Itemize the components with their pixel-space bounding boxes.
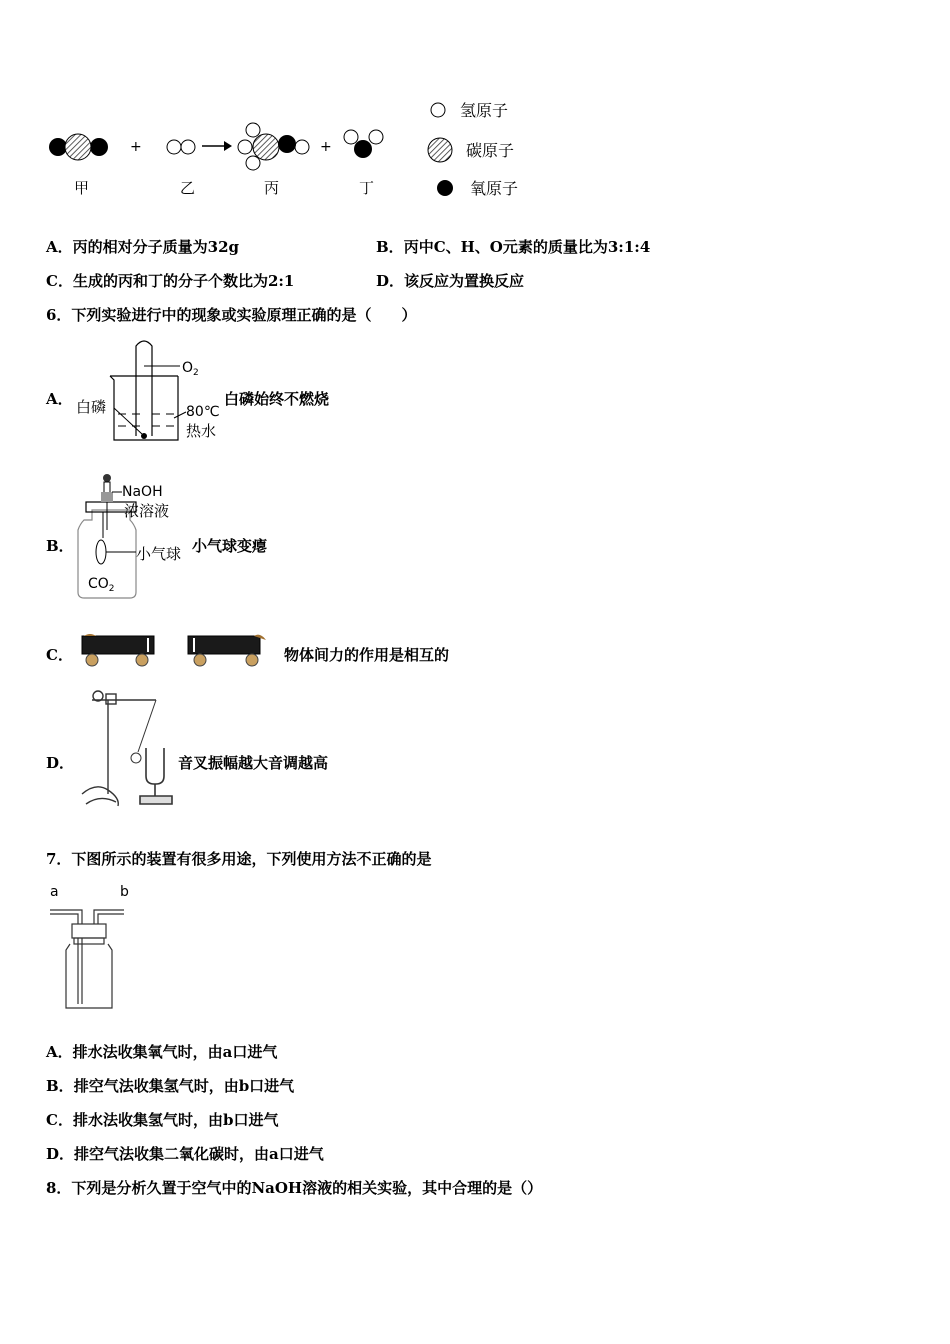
option-letter: A． bbox=[46, 1043, 73, 1061]
q7-gas-bottle-figure bbox=[44, 880, 134, 1016]
hot-water-label: 热水 bbox=[186, 422, 217, 440]
plus-sign-1: + bbox=[130, 139, 142, 155]
q6-option-b-text: 小气球变瘪 bbox=[192, 537, 268, 555]
port-a-label: a bbox=[50, 884, 59, 900]
q7-option-d[interactable] bbox=[46, 1143, 324, 1164]
legend bbox=[428, 101, 518, 198]
q6-stem: 6．下列实验进行中的现象或实验原理正确的是（ ） bbox=[46, 306, 417, 324]
naoh-label: NaOH bbox=[122, 484, 163, 500]
q7-option-c[interactable] bbox=[46, 1109, 278, 1130]
q6-option-c-text: 物体间力的作用是相互的 bbox=[284, 646, 450, 664]
magnet-cart-left-icon bbox=[82, 634, 154, 666]
co2-label: $CO_2$ bbox=[88, 576, 115, 594]
q6-option-a-text: 白磷始终不燃烧 bbox=[224, 390, 330, 408]
option-text: 该反应为置换反应 bbox=[404, 272, 525, 290]
beaker-icon bbox=[110, 376, 178, 440]
solution-label: 浓溶液 bbox=[124, 502, 170, 520]
gas-bottle-icon bbox=[50, 910, 124, 1008]
label-yi: 乙 bbox=[180, 179, 196, 197]
option-text: 丙的相对分子质量为32g bbox=[72, 238, 240, 256]
q7-option-b[interactable] bbox=[46, 1075, 294, 1096]
reaction-svg bbox=[40, 90, 600, 210]
molecule-jia bbox=[49, 134, 108, 160]
pendulum-ball-icon bbox=[131, 753, 141, 763]
molecule-reaction-diagram bbox=[40, 90, 600, 210]
option-letter: A． bbox=[46, 238, 73, 256]
q6-c-figure bbox=[76, 630, 276, 674]
reaction-arrow-icon bbox=[202, 141, 232, 151]
q5-option-a[interactable] bbox=[46, 236, 239, 257]
option-letter: D． bbox=[46, 1145, 75, 1163]
option-text: 排空气法收集二氧化碳时，由a口进气 bbox=[74, 1145, 324, 1163]
option-letter: C． bbox=[46, 1111, 73, 1129]
option-letter: B． bbox=[376, 238, 404, 256]
test-tube-icon bbox=[136, 341, 152, 436]
option-text: 排水法收集氢气时，由b口进气 bbox=[72, 1111, 279, 1129]
balloon-icon bbox=[96, 540, 106, 564]
option-letter: B． bbox=[46, 1077, 74, 1095]
legend-oxygen-text: 氧原子 bbox=[470, 179, 519, 198]
molecule-ding bbox=[344, 130, 383, 158]
o2-label: $O_2$ bbox=[182, 360, 199, 378]
option-text: 生成的丙和丁的分子个数比为2:1 bbox=[72, 272, 295, 290]
label-jia: 甲 bbox=[74, 179, 90, 197]
q7-stem: 7．下图所示的装置有很多用途，下列使用方法不正确的是 bbox=[46, 850, 432, 868]
option-letter: D． bbox=[376, 272, 405, 290]
q5-option-c[interactable] bbox=[46, 270, 294, 291]
phosphorus-label: 白磷 bbox=[76, 398, 107, 416]
q6-option-d-letter[interactable]: D． bbox=[46, 754, 75, 772]
option-text: 排水法收集氧气时，由a口进气 bbox=[72, 1043, 278, 1061]
q6-d-figure bbox=[76, 686, 186, 810]
q5-option-b[interactable] bbox=[376, 236, 650, 257]
oxygen-atom-icon bbox=[437, 180, 453, 196]
option-text: 排空气法收集氢气时，由b口进气 bbox=[73, 1077, 295, 1095]
q7-option-a[interactable] bbox=[46, 1041, 277, 1062]
option-text: 丙中C、H、O元素的质量比为3:1:4 bbox=[403, 238, 651, 256]
q6-option-c-letter[interactable]: C． bbox=[46, 646, 73, 664]
label-bing: 丙 bbox=[264, 179, 280, 197]
white-phosphorus-icon bbox=[141, 433, 147, 439]
magnet-cart-right-icon bbox=[188, 635, 266, 666]
legend-carbon-text: 碳原子 bbox=[466, 141, 515, 160]
q6-b-figure bbox=[74, 470, 194, 602]
option-letter: C． bbox=[46, 272, 73, 290]
tuning-fork-icon bbox=[140, 748, 172, 804]
molecule-yi bbox=[167, 140, 195, 154]
q6-option-d-text: 音叉振幅越大音调越高 bbox=[178, 754, 329, 772]
carbon-atom-icon bbox=[428, 138, 452, 162]
q6-option-b-letter[interactable]: B． bbox=[46, 537, 74, 555]
legend-hydrogen-text: 氢原子 bbox=[460, 101, 509, 120]
hydrogen-atom-icon bbox=[431, 103, 445, 117]
iron-stand-icon bbox=[82, 691, 156, 806]
q5-option-d[interactable] bbox=[376, 270, 524, 291]
q6-option-a-letter[interactable]: A． bbox=[46, 390, 73, 408]
balloon-label: 小气球 bbox=[136, 545, 182, 563]
plus-sign-2: + bbox=[320, 139, 332, 155]
label-ding: 丁 bbox=[359, 179, 375, 197]
molecule-bing bbox=[238, 123, 309, 170]
port-b-label: b bbox=[120, 884, 129, 900]
temperature-label: 80℃ bbox=[186, 404, 220, 420]
q8-stem: 8．下列是分析久置于空气中的NaOH溶液的相关实验，其中合理的是（） bbox=[46, 1179, 543, 1197]
q6-a-figure bbox=[74, 336, 224, 448]
